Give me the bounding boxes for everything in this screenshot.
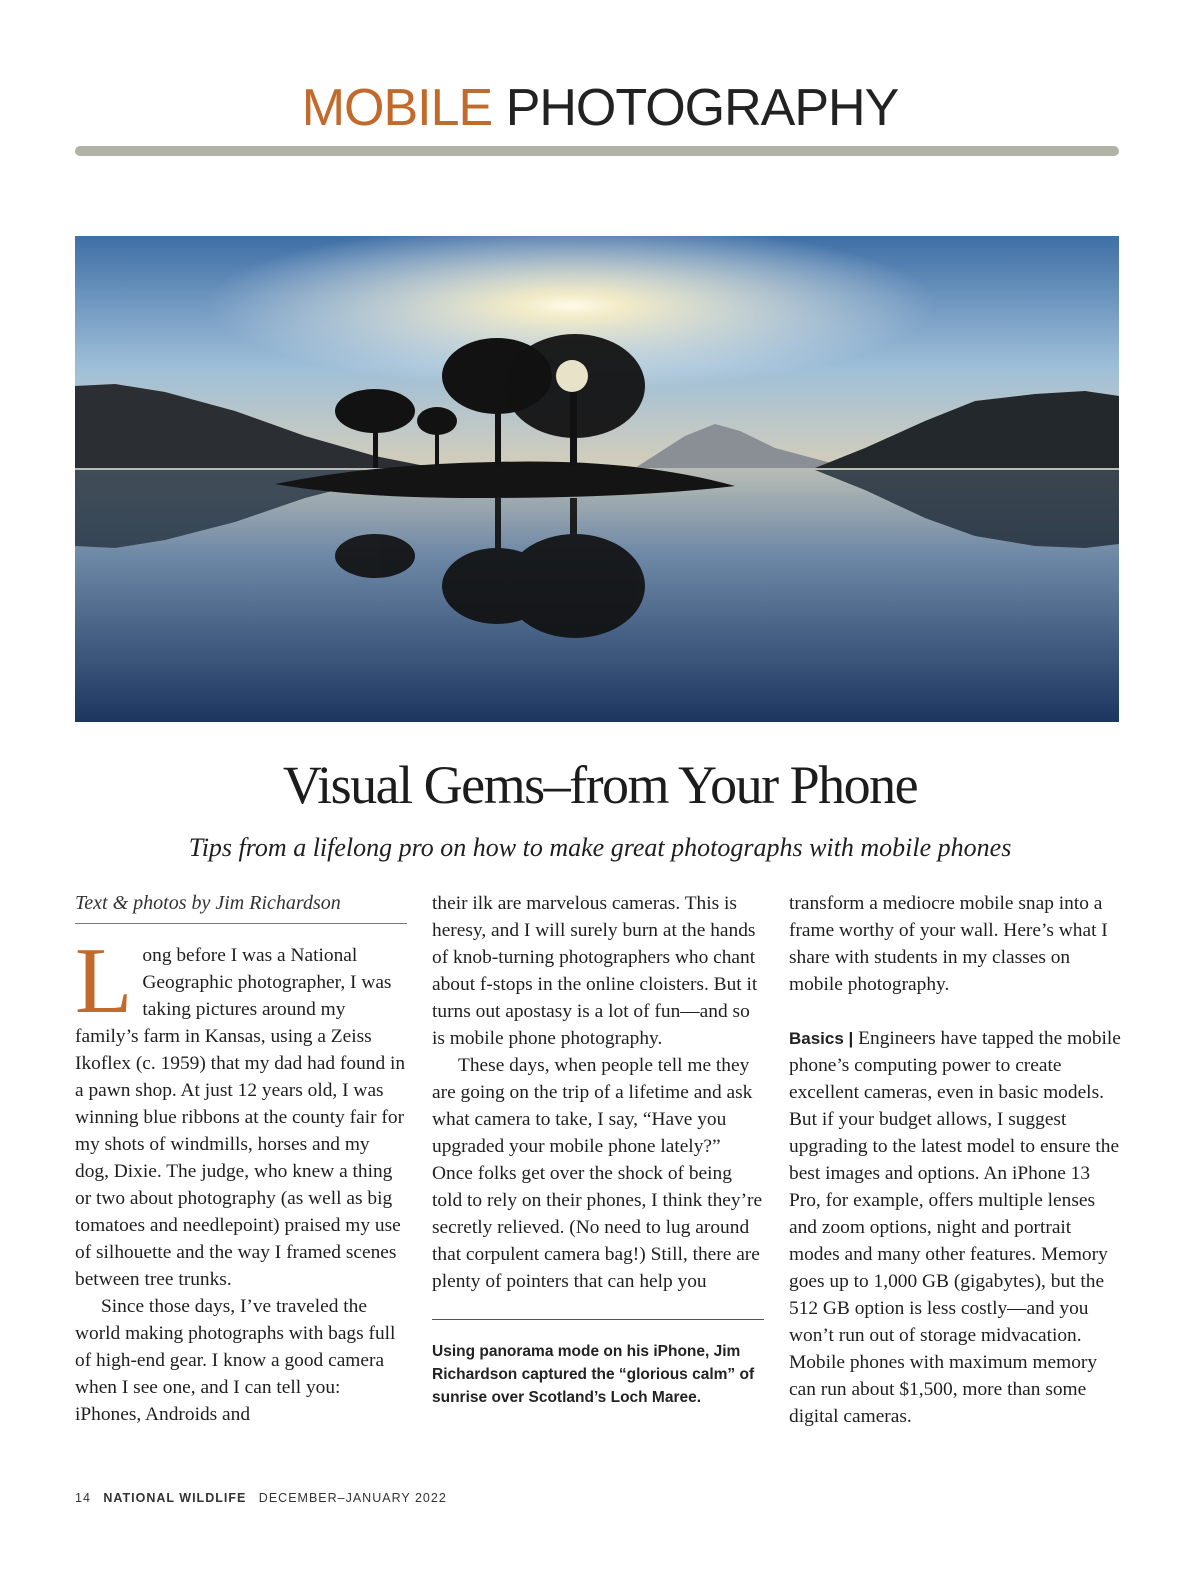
heading-rule [75,146,1119,156]
column-3 [789,890,1121,1430]
hero-photo [75,236,1119,722]
paragraph-5: transform a mediocre mobile snap into a frame worthy of your wall. Here’s what I share with students in my classes on mobile photography. [789,893,1108,995]
photo-caption: Using panorama mode on his iPhone, Jim Richardson captured the “glorious calm” of sunrise over Scotland’s Loch Maree. [432,1343,755,1406]
drop-cap: L [75,929,133,1033]
issue-date: DECEMBER–JANUARY 2022 [258,1491,447,1505]
paragraph-1-text: ong before I was a National Geographic photographer, I was taking pictures around my family’s farm in Kansas, using a Zeiss Ikoflex (c. 1959) that my dad had found in a pawn shop. At just 12 years old, I was winning blue ribbons at the county fair for my shots of windmills, horses and my dog, Dixie. The judge, who knew a thing or two about photography (as well as big tomatoes and needlepoint) praised my use of silhouette and the way I framed scenes between tree trunks. [75,945,406,1290]
column-1 [75,890,407,1428]
paragraph-6-text: Engineers have tapped the mobile phone’s computing power to create excellent cameras, even in basic models. But if your budget allows, I suggest upgrading to the latest model to ensure the best images and options. An iPhone 13 Pro, for example, offers multiple lenses and zoom options, night and portrait modes and many other features. Memory goes up to 1,000 GB (gigabytes), but the 512 GB option is less costly—and you won’t run out of storage midvacation. Mobile phones with maximum memory can run about $1,500, more than some digital cameras. [789,1028,1121,1427]
article-dek: Tips from a lifelong pro on how to make great photographs with mobile phones [188,833,1012,862]
column-2 [432,890,764,1409]
page-footer [75,1491,447,1505]
section-heading-accent: MOBILE [301,79,493,137]
paragraph-1 [75,929,407,1293]
magazine-name: NATIONAL WILDLIFE [103,1491,247,1505]
caption-rule [432,1319,764,1320]
byline: Text & photos by Jim Richardson [75,890,407,924]
paragraph-6 [789,1025,1121,1430]
paragraph-2: Since those days, I’ve traveled the world making photographs with bags full of high-end gear. I know a good camera when I see one, and I can tell you: iPhones, Androids and [75,1296,396,1425]
article-title: Visual Gems–from Your Phone [282,755,918,815]
basics-subhead: Basics | [789,1029,854,1048]
page-number: 14 [75,1491,91,1505]
paragraph-4: These days, when people tell me they are going on the trip of a lifetime and ask what camera to take, I say, “Have you upgraded your mobile phone lately?” Once folks get over the shock of being told to rely on their phones, I think they’re secretly relieved. (No need to lug around that corpulent camera bag!) Still, there are plenty of pointers that can help you [432,1055,763,1292]
section-heading [0,78,1200,138]
paragraph-gap [789,998,1121,1025]
paragraph-3: their ilk are marvelous cameras. This is heresy, and I will surely burn at the hands of knob-turning photographers who chant about f-stops in the online cloisters. But it turns out apostasy is a lot of fun—and so is mobile phone photography. [432,893,758,1049]
section-heading-rest: PHOTOGRAPHY [505,79,899,137]
